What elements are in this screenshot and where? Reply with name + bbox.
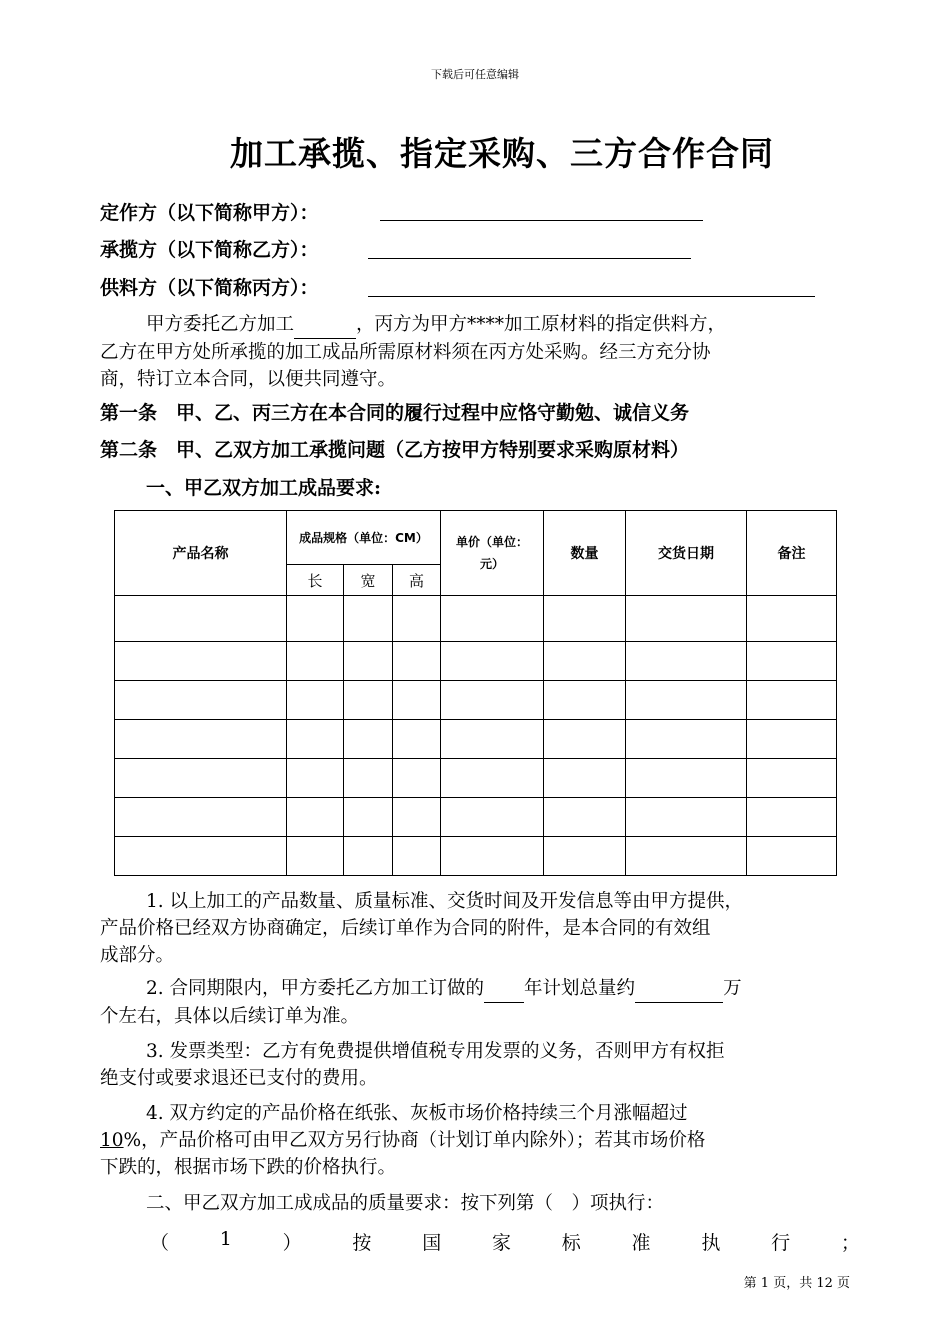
table-row <box>115 837 837 876</box>
item-4-text-b: %，产品价格可由甲乙双方另行协商（计划订单内除外）；若其市场价格 <box>123 1130 706 1151</box>
table-cell[interactable] <box>626 596 747 642</box>
table-cell[interactable] <box>287 798 344 837</box>
table-cell[interactable] <box>544 798 626 837</box>
header-height: 高 <box>393 565 441 596</box>
total-volume-blank[interactable] <box>635 975 723 1003</box>
table-row <box>115 759 837 798</box>
table-cell[interactable] <box>544 759 626 798</box>
table-cell[interactable] <box>344 759 393 798</box>
table-cell[interactable] <box>344 720 393 759</box>
table-cell[interactable] <box>441 681 544 720</box>
party-c-label: 供料方（以下简称丙方）： <box>100 277 319 299</box>
table-cell[interactable] <box>544 837 626 876</box>
table-cell[interactable] <box>344 642 393 681</box>
item-4-line-1: 4. 双方约定的产品价格在纸张、灰板市场价格持续三个月涨幅超过 <box>146 1103 688 1124</box>
table-cell[interactable] <box>393 798 441 837</box>
table-cell[interactable] <box>393 837 441 876</box>
table-cell[interactable] <box>393 596 441 642</box>
header-length: 长 <box>287 565 344 596</box>
table-cell[interactable] <box>115 596 287 642</box>
table-cell[interactable] <box>626 681 747 720</box>
party-b-line <box>100 235 319 262</box>
item-4 <box>100 1100 860 1181</box>
table-cell[interactable] <box>393 642 441 681</box>
item-4-line-3: 下跌的，根据市场下跌的价格执行。 <box>100 1157 397 1178</box>
watermark-text: 下载后可任意编辑 <box>431 68 519 81</box>
option-1-char: 国 <box>422 1232 442 1254</box>
party-c-blank[interactable] <box>368 296 815 297</box>
item-2 <box>100 975 860 1030</box>
header-quantity: 数量 <box>544 511 626 596</box>
product-requirements-table <box>114 510 837 876</box>
table-cell[interactable] <box>747 596 837 642</box>
contract-title: 加工承揽、指定采购、三方合作合同 <box>230 134 774 173</box>
option-1-char: 行 <box>771 1232 791 1254</box>
table-cell[interactable] <box>393 681 441 720</box>
item-2-text-a: 2. 合同期限内，甲方委托乙方加工订做的 <box>146 978 485 999</box>
table-cell[interactable] <box>747 681 837 720</box>
product-blank[interactable] <box>294 311 356 339</box>
table-cell[interactable] <box>544 681 626 720</box>
table-cell[interactable] <box>441 720 544 759</box>
table-cell[interactable] <box>115 759 287 798</box>
table-row <box>115 720 837 759</box>
table-cell[interactable] <box>441 596 544 642</box>
header-delivery-date: 交货日期 <box>626 511 747 596</box>
table-cell[interactable] <box>544 720 626 759</box>
intro-text-b: ，丙方为甲方****加工原材料的指定供料方， <box>356 314 727 335</box>
party-a-line <box>100 198 319 225</box>
intro-text-a: 甲方委托乙方加工 <box>146 314 295 335</box>
item-1-line-3: 成部分。 <box>100 945 175 966</box>
table-cell[interactable] <box>747 759 837 798</box>
item-2-line-2: 个左右，具体以后续订单为准。 <box>100 1006 360 1027</box>
item-1-line-2: 产品价格已经双方协商确定，后续订单作为合同的附件，是本合同的有效组 <box>100 918 711 939</box>
table-cell[interactable] <box>115 720 287 759</box>
option-1-char: 准 <box>631 1232 651 1254</box>
item-1 <box>100 888 860 969</box>
table-row <box>115 642 837 681</box>
table-cell[interactable] <box>441 798 544 837</box>
table-cell[interactable] <box>441 642 544 681</box>
section-2-heading: 二、甲乙双方加工成成品的质量要求：按下列第（ ）项执行： <box>146 1193 665 1214</box>
section-1-heading: 一、甲乙双方加工成品要求: <box>146 477 382 499</box>
table-row <box>115 681 837 720</box>
table-cell[interactable] <box>344 837 393 876</box>
option-1-char: 执 <box>701 1232 721 1254</box>
table-cell[interactable] <box>626 798 747 837</box>
table-cell[interactable] <box>747 720 837 759</box>
header-product-name: 产品名称 <box>115 511 287 596</box>
table-cell[interactable] <box>344 596 393 642</box>
table-cell[interactable] <box>287 681 344 720</box>
option-1-char: 家 <box>491 1232 511 1254</box>
table-cell[interactable] <box>393 759 441 798</box>
table-row <box>115 596 837 642</box>
table-cell[interactable] <box>626 720 747 759</box>
option-1-line <box>150 1228 860 1255</box>
table-cell[interactable] <box>393 720 441 759</box>
table-cell[interactable] <box>287 759 344 798</box>
table-header-row <box>115 511 837 565</box>
table-cell[interactable] <box>747 798 837 837</box>
table-cell[interactable] <box>626 642 747 681</box>
item-2-text-c: 万 <box>723 978 742 999</box>
table-cell[interactable] <box>344 798 393 837</box>
item-2-text-b: 年计划总量约 <box>524 978 636 999</box>
table-cell[interactable] <box>115 681 287 720</box>
party-a-label: 定作方（以下简称甲方）： <box>100 202 319 224</box>
item-1-line-1: 1. 以上加工的产品数量、质量标准、交货时间及开发信息等由甲方提供， <box>146 891 744 912</box>
option-1-char: ； <box>840 1232 860 1254</box>
header-remark: 备注 <box>747 511 837 596</box>
table-cell[interactable] <box>115 837 287 876</box>
header-width: 宽 <box>344 565 393 596</box>
table-cell[interactable] <box>441 759 544 798</box>
header-spec: 成品规格（单位：CM） <box>287 511 441 565</box>
year-blank[interactable] <box>484 975 524 1003</box>
article-1: 第一条 甲、乙、丙三方在本合同的履行过程中应恪守勤勉、诚信义务 <box>100 402 690 424</box>
page-footer: 第 1 页，共 12 页 <box>743 1276 850 1291</box>
item-3-line-1: 3. 发票类型：乙方有免费提供增值税专用发票的义务，否则甲方有权拒 <box>146 1041 725 1062</box>
header-unit-price: 单价（单位：元） <box>441 511 544 596</box>
option-1-char: 1 <box>219 1228 232 1250</box>
table-cell[interactable] <box>287 642 344 681</box>
option-1-char: （ <box>150 1232 170 1254</box>
party-b-label: 承揽方（以下简称乙方）： <box>100 239 319 261</box>
intro-line-3: 商，特订立本合同，以便共同遵守。 <box>100 369 397 390</box>
item-3 <box>100 1038 860 1092</box>
option-1-char: 按 <box>352 1232 372 1254</box>
table-cell[interactable] <box>626 837 747 876</box>
table-cell[interactable] <box>115 798 287 837</box>
percent-value: 10 <box>100 1130 124 1151</box>
table-cell[interactable] <box>115 642 287 681</box>
intro-paragraph <box>100 311 860 393</box>
table-cell[interactable] <box>344 681 393 720</box>
party-c-line <box>100 273 319 300</box>
article-2: 第二条 甲、乙双方加工承揽问题（乙方按甲方特别要求采购原材料） <box>100 439 690 461</box>
table-row <box>115 798 837 837</box>
item-3-line-2: 绝支付或要求退还已支付的费用。 <box>100 1068 378 1089</box>
table-cell[interactable] <box>441 837 544 876</box>
table-cell[interactable] <box>287 837 344 876</box>
party-b-blank[interactable] <box>368 258 691 259</box>
table-cell[interactable] <box>747 642 837 681</box>
option-1-char: ） <box>282 1232 302 1254</box>
table-cell[interactable] <box>626 759 747 798</box>
table-cell[interactable] <box>544 596 626 642</box>
table-cell[interactable] <box>747 837 837 876</box>
intro-line-2: 乙方在甲方处所承揽的加工成品所需原材料须在丙方处采购。经三方充分协 <box>100 342 711 363</box>
option-1-char: 标 <box>561 1232 581 1254</box>
table-cell[interactable] <box>287 720 344 759</box>
table-cell[interactable] <box>287 596 344 642</box>
party-a-blank[interactable] <box>380 220 703 221</box>
table-cell[interactable] <box>544 642 626 681</box>
